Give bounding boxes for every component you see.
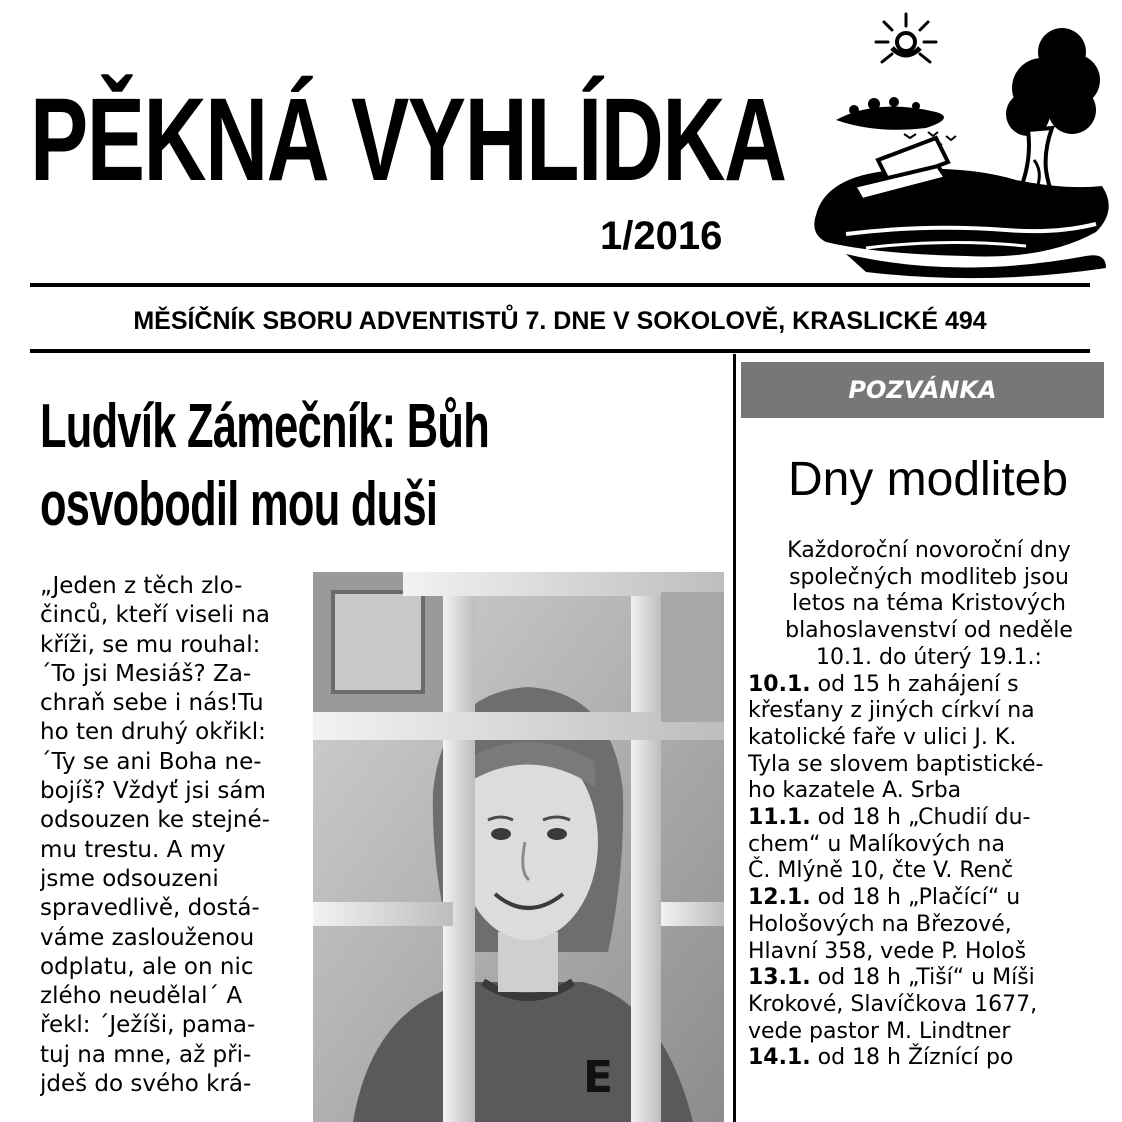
article-line: odsouzen ke stejné- [40, 807, 270, 834]
sidebar-line: Tyla se slovem baptistické- [748, 751, 1044, 777]
sidebar-line: křesťany z jiných církví na [748, 698, 1035, 724]
article-line: chraň sebe i nás!Tu [40, 690, 264, 717]
sidebar-line: letos na téma Kristových [792, 591, 1066, 617]
sidebar-line: společných modliteb jsou [789, 564, 1069, 590]
article-line: ´To jsi Mesiáš? Za- [40, 660, 252, 687]
masthead-top-rule [30, 283, 1090, 287]
article-line: činců, kteří viseli na [40, 602, 270, 629]
article-line: zlého neudělal´ A [40, 983, 243, 1010]
sidebar-line: 14.1. od 18 h Žíznící po [748, 1045, 1014, 1071]
sidebar-line: 10.1. do úterý 19.1.: [816, 644, 1042, 670]
article-line: mu trestu. A my [40, 836, 226, 863]
article-line: tuj na mne, až při- [40, 1041, 252, 1068]
article-line: odplatu, ale on nic [40, 953, 254, 980]
sidebar-line: Každoroční novoroční dny [787, 538, 1071, 563]
headline-line-2: osvobodil mou duši [40, 470, 438, 539]
sidebar-section-label: POZVÁNKA [741, 362, 1104, 418]
article-line: spravedlivě, dostá- [40, 895, 260, 922]
masthead-subtitle: MĚSÍČNÍK SBORU ADVENTISTŮ 7. DNE V SOKOLOVĚ, KRASLICKÉ 494 [133, 307, 987, 335]
sidebar-line: 13.1. od 18 h „Tiší“ u Míši [748, 965, 1035, 991]
article-line: řekl: ´Ježíši, pama- [40, 1012, 256, 1039]
article-line: kříži, se mu rouhal: [40, 631, 261, 658]
sidebar-line: Č. Mlýně 10, čte V. Renč [748, 858, 1014, 884]
newspaper-title: PĚKNÁ VYHLÍDKA [30, 74, 786, 206]
headline-line-1: Ludvík Zámečník: Bůh [40, 392, 490, 461]
sun-tree-bench-logo-icon [806, 10, 1116, 280]
sidebar-line: 10.1. od 15 h zahájení s [748, 671, 1019, 697]
sidebar-line: ho kazatele A. Srba [748, 778, 962, 804]
sidebar-line: katolické faře v ulici J. K. [748, 724, 1017, 750]
sidebar-body [748, 538, 1110, 1122]
article-photo [313, 572, 724, 1122]
article-body [40, 572, 310, 1122]
article-line: váme zaslouženou [40, 924, 255, 951]
sidebar-line: Hlavní 358, vede P. Hološ [748, 938, 1027, 964]
article-line: ´Ty se ani Boha ne- [40, 748, 262, 775]
article-line: bojíš? Vždyť jsi sám [40, 778, 266, 805]
article-line: jsme odsouzeni [40, 865, 219, 892]
sidebar-line: blahoslavenství od neděle [785, 618, 1073, 644]
shirt-letter: E [583, 1052, 614, 1103]
masthead-bottom-rule [30, 349, 1090, 353]
article-line: „Jeden z těch zlo- [40, 573, 243, 599]
article-headline [40, 388, 698, 548]
sidebar-line: chem“ u Malíkových na [748, 831, 1005, 857]
sidebar-line: Krokové, Slavíčkova 1677, [748, 991, 1038, 1017]
sidebar-line: 12.1. od 18 h „Plačící“ u [748, 885, 1021, 911]
issue-number: 1/2016 [600, 214, 723, 258]
article-line: jdeš do svého krá- [40, 1071, 252, 1098]
sidebar-line: 11.1. od 18 h „Chudií du- [748, 805, 1031, 831]
sun-icon [876, 14, 936, 62]
sidebar-line: vede pastor M. Lindtner [748, 1018, 1011, 1044]
sidebar-line: Hološových na Březové, [748, 911, 1012, 937]
column-divider [733, 354, 736, 1122]
article-line: ho ten druhý okřikl: [40, 719, 266, 746]
sidebar-title: Dny modliteb [787, 453, 1069, 506]
